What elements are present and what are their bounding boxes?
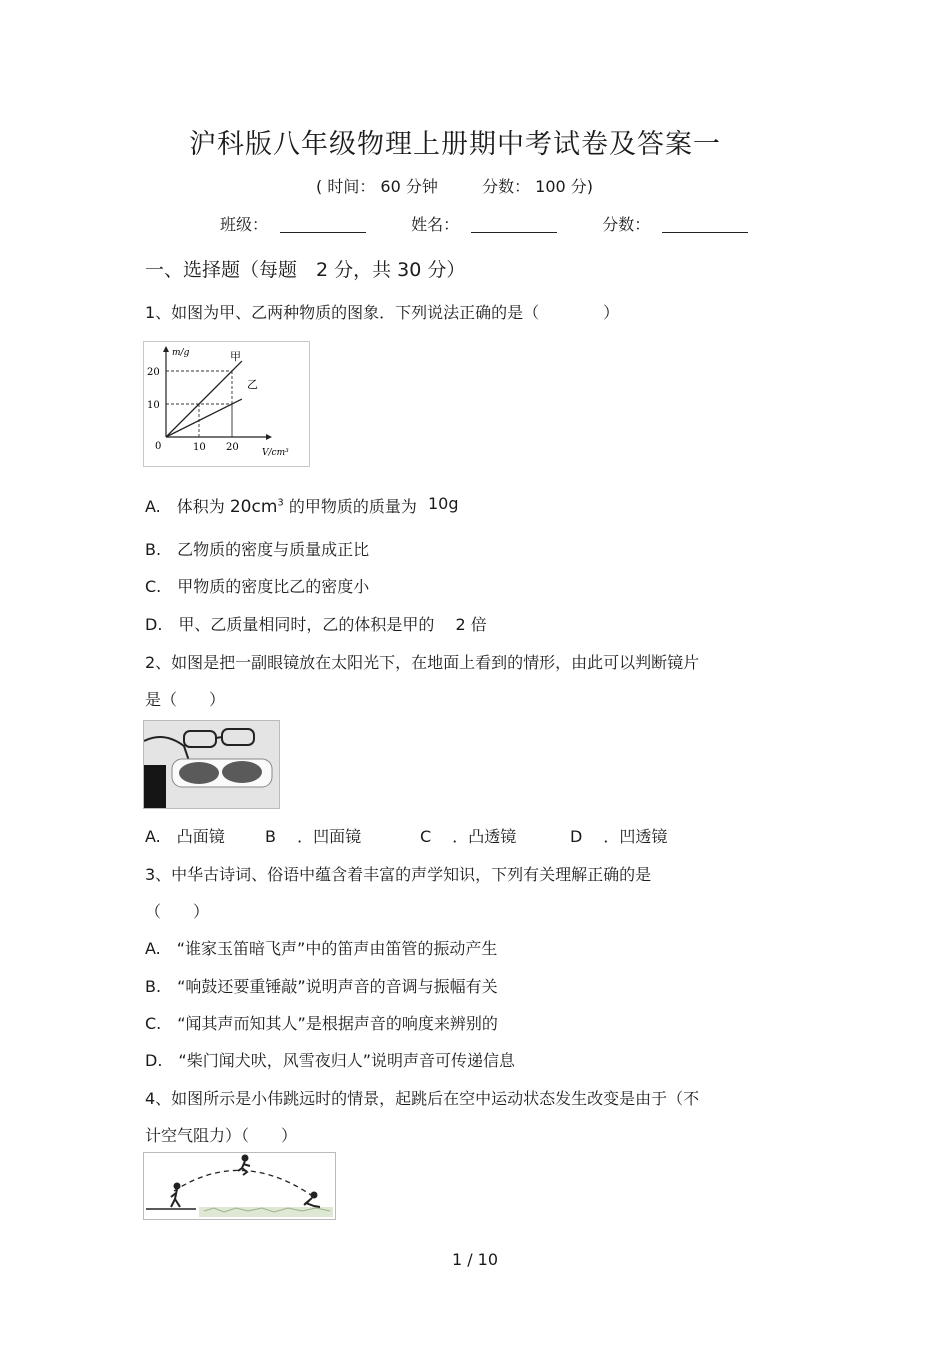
series-line-jia — [166, 361, 242, 437]
q4-stem-line2: 计空气阻力）（ ） — [145, 1126, 298, 1145]
series-line-yi — [166, 399, 242, 437]
exam-meta — [316, 174, 599, 197]
q3-stem-line1: 3、中华古诗词、俗语中蕴含着丰富的声学知识，下列有关理解正确的是 — [145, 865, 652, 884]
q4-stem-line1: 4、如图所示是小伟跳远时的情景，起跳后在空中运动状态发生改变是由于（不 — [145, 1089, 700, 1108]
q1-option-a-mass: 10g — [427, 494, 459, 513]
q2-glasses-photo — [143, 720, 280, 809]
y-axis-label: m/g — [172, 348, 190, 358]
page-title: 沪科版八年级物理上册期中考试卷及答案一 — [189, 129, 721, 160]
series-label-yi: 乙 — [247, 378, 258, 391]
y-axis-arrow — [163, 346, 169, 352]
series-label-jia: 甲 — [230, 350, 241, 363]
student-info-fields — [220, 212, 788, 235]
q2-option-c[interactable]: C ．凸透镜 — [420, 827, 517, 846]
q1-stem: 1、如图为甲、乙两种物质的图象．下列说法正确的是（ ） — [145, 303, 620, 322]
y-tick-label: 20 — [147, 367, 160, 378]
q1-graph-svg — [144, 342, 309, 466]
q2-stem-line1: 2、如图是把一副眼镜放在太阳光下，在地面上看到的情形，由此可以判断镜片 — [145, 653, 700, 672]
class-field[interactable]: 班级： — [220, 212, 366, 235]
origin-label: 0 — [155, 441, 162, 452]
glasses-image — [144, 721, 279, 808]
exam-total-score: 分数： 100 分) — [482, 177, 594, 196]
section-heading: 一、选择题（每题 2 分，共 30 分） — [145, 259, 466, 281]
q2-option-b[interactable]: B ．凹面镜 — [265, 827, 362, 846]
class-blank[interactable] — [280, 214, 366, 233]
q3-option-c[interactable]: C. “闻其声而知其人”是根据声音的响度来辨别的 — [145, 1014, 498, 1033]
q1-option-b[interactable]: B. 乙物质的密度与质量成正比 — [145, 540, 370, 559]
score-blank[interactable] — [662, 214, 748, 233]
q2-option-d[interactable]: D ．凹透镜 — [570, 827, 668, 846]
q1-density-graph — [143, 341, 310, 467]
x-tick-label: 10 — [193, 442, 206, 453]
q1-option-d[interactable]: D. 甲、乙质量相同时，乙的体积是甲的 2 倍 — [145, 615, 487, 634]
q4-long-jump-figure — [143, 1152, 336, 1220]
q1-option-a-volume: $20cm^3$ — [229, 497, 284, 517]
name-blank[interactable] — [471, 214, 557, 233]
q1-option-c[interactable]: C. 甲物质的密度比乙的密度小 — [145, 577, 370, 596]
q1-option-a[interactable]: A. 体积为 $20cm^3$ 的甲物质的质量为 10g — [145, 494, 459, 517]
long-jump-drawing — [144, 1153, 335, 1219]
name-field[interactable]: 姓名： — [411, 212, 557, 235]
q2-stem-line2: 是（ ） — [145, 690, 226, 709]
y-tick-label: 10 — [147, 400, 160, 411]
x-axis-arrow — [266, 434, 272, 440]
x-axis-label: V/cm³ — [262, 448, 289, 458]
q3-stem-line2: （ ） — [145, 902, 210, 921]
exam-time: ( 时间： 60 分钟 — [316, 177, 438, 196]
q2-option-a[interactable]: A. 凸面镜 — [145, 827, 225, 846]
q3-option-b[interactable]: B. “响鼓还要重锤敲”说明声音的音调与振幅有关 — [145, 977, 498, 996]
q2-options — [145, 824, 667, 847]
q3-option-d[interactable]: D. “柴门闻犬吠，风雪夜归人”说明声音可传递信息 — [145, 1051, 515, 1070]
x-tick-label: 20 — [226, 442, 239, 453]
q3-option-a[interactable]: A. “谁家玉笛暗飞声”中的笛声由笛管的振动产生 — [145, 939, 498, 958]
page-number: 1 / 10 — [451, 1250, 499, 1269]
score-field[interactable]: 分数： — [602, 212, 748, 235]
